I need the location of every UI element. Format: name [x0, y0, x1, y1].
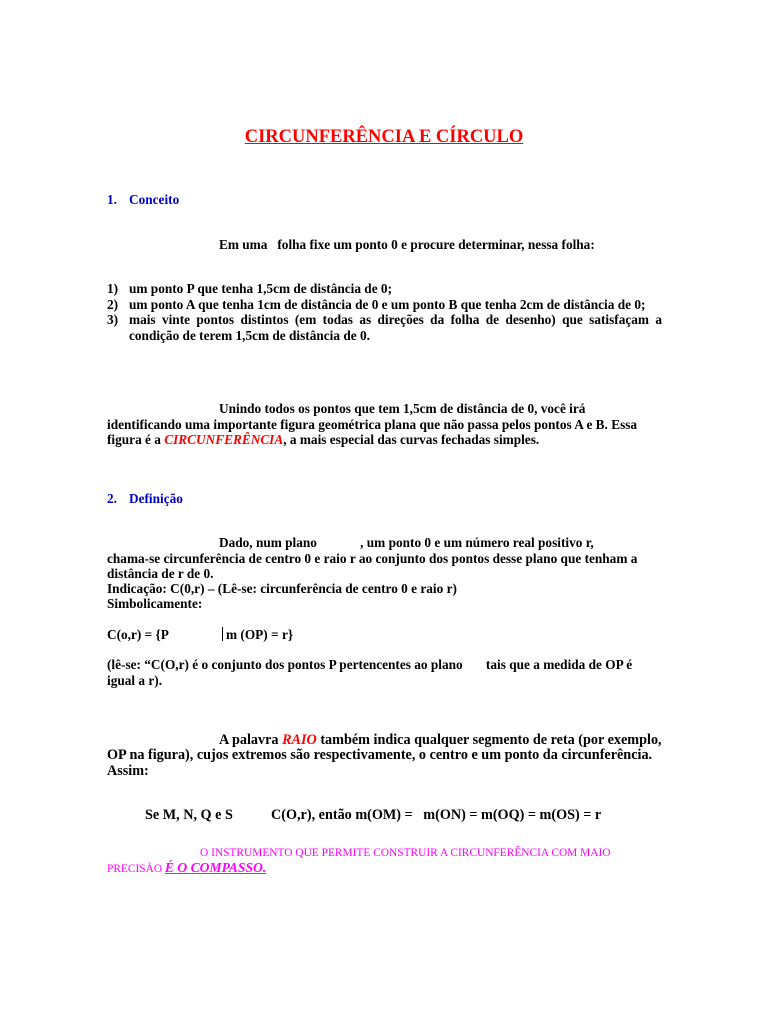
paragraph-text: , a mais especial das curvas fechadas simples.: [283, 432, 540, 447]
raio-text: também indica qualquer segmento de reta (por exemplo,: [316, 732, 662, 748]
emphasis-raio: RAIO: [282, 732, 317, 748]
section-heading-conceito: [107, 193, 179, 206]
raio-line: [219, 733, 662, 747]
list-item: [107, 312, 662, 343]
definition-line: distância de r de 0.: [107, 566, 214, 581]
raio-text: A palavra: [219, 732, 283, 748]
formula-right: m (OP) = r}: [226, 627, 294, 642]
compass-note-line: [107, 861, 266, 875]
section-number: 2.: [107, 491, 117, 506]
page-title: CIRCUNFERÊNCIA E CÍRCULO: [244, 127, 524, 147]
assim-label: Assim:: [107, 763, 149, 779]
formula-left: C(o,r) = {P: [107, 627, 169, 642]
paragraph-line: [107, 433, 539, 446]
definition-line: Dado, num plano , um ponto 0 e um número real positivo r,: [219, 535, 594, 550]
emphasis-circunferencia: CIRCUNFERÊNCIA: [164, 432, 284, 447]
compass-emphasis: É O COMPASSO.: [164, 860, 267, 875]
list-item-text: um ponto P que tenha 1,5cm de distância de 0;: [129, 281, 393, 296]
section-title: Definição: [129, 491, 183, 506]
set-builder-bar: [222, 627, 223, 641]
paragraph-text: figura é a: [107, 432, 165, 447]
list-item-number: 1): [107, 281, 119, 296]
definition-line: chama-se circunferência de centro 0 e raio r ao conjunto dos pontos desse plano que tenham a: [107, 551, 638, 566]
list-item: [107, 281, 662, 297]
paragraph-line: identificando uma importante figura geométrica plana que não passa pelos pontos A e B. Essa: [107, 417, 638, 432]
raio-line: OP na figura), cujos extremos são respectivamente, o centro e um ponto da circunferência.: [107, 747, 653, 763]
lese-line: igual a r).: [107, 673, 163, 688]
se-right: C(O,r), então m(OM) = m(ON) = m(OQ) = m(OS) = r: [271, 807, 602, 823]
compass-note-line: O INSTRUMENTO QUE PERMITE CONSTRUIR A CIRCUNFERÊNCIA COM MAIO: [200, 847, 611, 859]
list-item-text: um ponto A que tenha 1cm de distância de 0 e um ponto B que tenha 2cm de distância de 0;: [129, 296, 646, 312]
paragraph-line: Unindo todos os pontos que tem 1,5cm de distância de 0, você irá: [219, 401, 586, 416]
section-heading-definicao: [107, 492, 183, 505]
numbered-list: [107, 281, 662, 343]
indicacao-line: Indicação: C(0,r) – (Lê-se: circunferência de centro 0 e raio r): [107, 581, 457, 596]
compass-note-text: PRECISÃO: [107, 863, 165, 875]
list-item: [107, 297, 662, 313]
section-title: Conceito: [129, 192, 180, 207]
se-left: Se M, N, Q e S: [145, 807, 233, 823]
lese-line: (lê-se: “C(O,r) é o conjunto dos pontos P pertencentes ao plano tais que a medida de OP é: [107, 657, 633, 672]
list-item-number: 3): [107, 312, 119, 328]
list-item-number: 2): [107, 296, 119, 312]
list-item-text: mais vinte pontos distintos (em todas as direções da folha de desenho) que satisfaçam a condição de terem 1,5cm de distância de 0.: [129, 312, 662, 343]
simbolicamente-label: Simbolicamente:: [107, 596, 203, 611]
section-number: 1.: [107, 192, 117, 207]
intro-text: Em uma folha fixe um ponto 0 e procure determinar, nessa folha:: [219, 237, 595, 252]
